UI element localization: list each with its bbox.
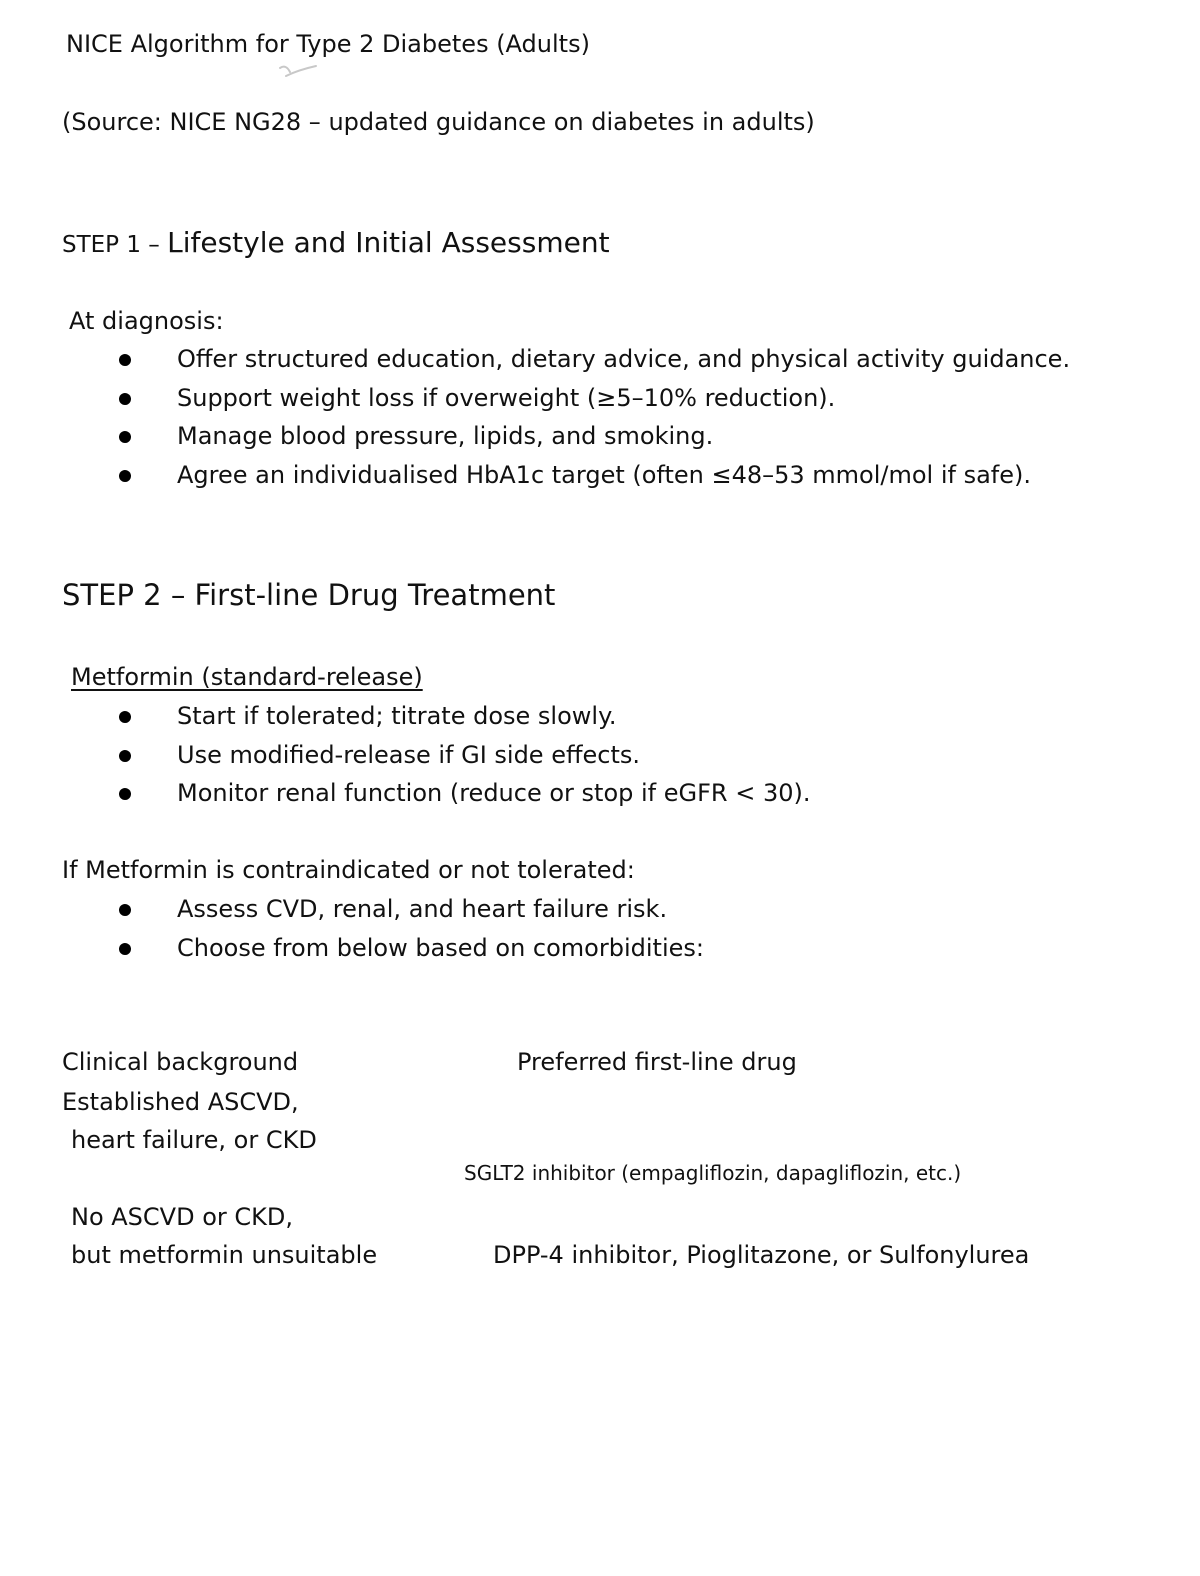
step1-prefix: STEP 1 – xyxy=(62,232,168,258)
source-line: (Source: NICE NG28 – updated guidance on diabetes in adults) xyxy=(62,108,815,136)
bullet-icon xyxy=(119,711,131,723)
pen-scribble-mark xyxy=(278,62,322,84)
table-row-1-background-line2: heart failure, or CKD xyxy=(71,1126,317,1154)
step1-heading xyxy=(62,226,610,260)
bullet-icon xyxy=(119,788,131,800)
bullet-icon xyxy=(119,354,131,366)
table-row-1-background-line1: Established ASCVD, xyxy=(62,1088,299,1116)
table-row-2-drug: DPP-4 inhibitor, Pioglitazone, or Sulfonylurea xyxy=(493,1241,1030,1269)
bullet-icon xyxy=(119,943,131,955)
document-page: NICE Algorithm for Type 2 Diabetes (Adults) (Source: NICE NG28 – updated guidance on diabetes in adults) STEP 1 – Lifestyle and Initial Assessment At diagnosis: Offer structured education, dietary advice, and physical activity guidance. Support weight loss if overweight (≥5–10% reduction). Manage blood pressure, lipids, and smoking. Agree an individualised HbA1c target (often ≤48–53 mmol/mol if safe). STEP 2 – First-line Drug Treatment Metformin (standard-release) Start if tolerated; titrate dose slowly. Use modified-release if GI side effects. Monitor renal function (reduce or stop if eGFR < 30). If Metformin is contraindicated or not tolerated: Assess CVD, renal, and heart failure risk. Choose from below based on comorbidities: Clinical background Preferred first-line drug Established ASCVD, heart failure, or CKD SGLT2 inhibitor (empagliflozin, dapagliflozin, etc.) No ASCVD or CKD, but metformin unsuitable DPP-4 inhibitor, Pioglitazone, or Sulfonylurea xyxy=(62,30,1071,1269)
step1-title: Lifestyle and Initial Assessment xyxy=(167,226,610,259)
bullet-icon xyxy=(119,904,131,916)
document-title: NICE Algorithm for Type 2 Diabetes (Adults) xyxy=(66,30,590,58)
step2-heading: STEP 2 – First-line Drug Treatment xyxy=(62,578,556,612)
bullet-icon xyxy=(119,431,131,443)
bullet-icon xyxy=(119,470,131,482)
table-header-background: Clinical background xyxy=(62,1048,299,1076)
bullet-icon xyxy=(119,750,131,762)
step1-intro: At diagnosis: xyxy=(69,307,224,335)
metformin-label: Metformin (standard-release) xyxy=(71,663,423,691)
bullet-icon xyxy=(119,393,131,405)
table-row-2-background-line1: No ASCVD or CKD, xyxy=(71,1203,293,1231)
table-row-1-drug: SGLT2 inhibitor (empagliflozin, dapagliflozin, etc.) xyxy=(464,1161,962,1185)
alternative-intro: If Metformin is contraindicated or not tolerated: xyxy=(62,856,635,884)
table-row-2-background-line2: but metformin unsuitable xyxy=(71,1241,378,1269)
table-header-drug: Preferred first-line drug xyxy=(517,1048,797,1076)
